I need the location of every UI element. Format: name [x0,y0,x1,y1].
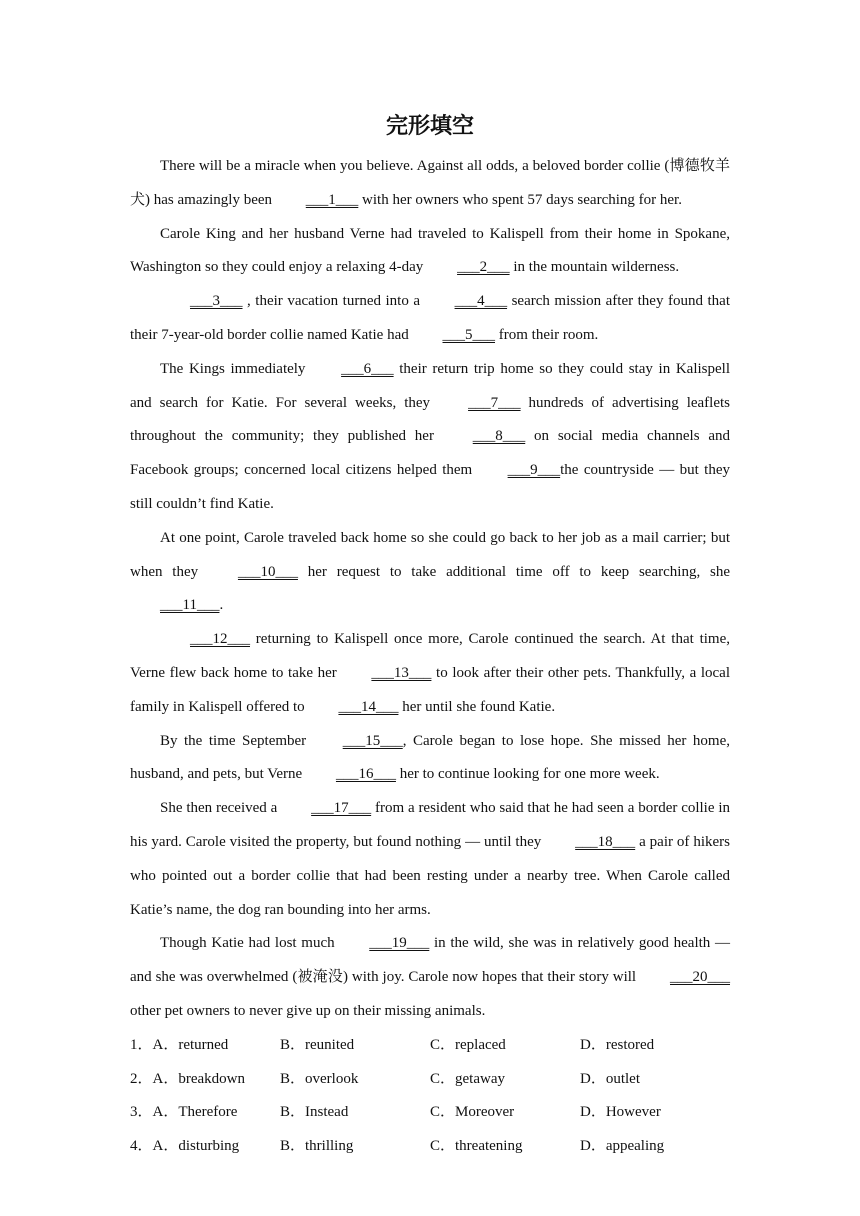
passage-text: her to continue looking for one more week. [395,766,660,783]
passage-text: in the mountain wilderness. [509,259,680,276]
passage-text: on social media channels and Facebook groups; concerned local citizens helped them [130,428,730,479]
passage-text: their return trip home so they could stay in Kalispell and search for Katie. For several weeks, they [130,360,731,411]
option-c: C．getaway [430,1070,505,1087]
option-c: C．Moreover [430,1104,515,1121]
passage-text: At one point, Carole traveled back home so she could go back to her job as a mail carrier; but when they [130,529,730,580]
passage-paragraph [130,623,730,724]
option-a: 4．A．disturbing [130,1138,240,1155]
answer-blank: ___10___ [237,563,298,580]
passage-text: from a resident who said that he had seen a border collie in his yard. Carole visited the property, but found nothing — until they [130,800,731,850]
passage-text: her until she found Katie. [398,698,556,715]
answer-blank: ___1___ [305,191,359,208]
option-a: 3．A．Therefore [130,1104,238,1121]
passage-text: . [219,597,224,614]
answer-options [130,1029,730,1164]
passage-text: to look after their other pets. Thankfully, a local family in Kalispell offered to [130,664,730,715]
option-a: 1．A．returned [130,1036,229,1053]
passage-text: Though Katie had lost much [160,935,340,952]
passage-paragraph [130,725,730,793]
question-row [130,1029,730,1063]
option-b: B．thrilling [280,1138,354,1155]
passage-paragraph [130,792,730,927]
passage-text: , their vacation turned into a [242,293,425,310]
passage-text: Carole King and her husband Verne had traveled to Kalispell from their home in Spokane, Washington so they could enjoy a relaxing 4-day [130,225,730,276]
passage-text: with her owners who spent 57 days searching for her. [358,191,682,208]
passage-text: She then received a [160,800,282,817]
passage-paragraph [130,285,730,353]
passage-text: The Kings immediately [160,360,312,377]
answer-blank: ___9___ [507,462,561,479]
answer-blank: ___15___ [342,732,403,749]
option-d: D．appealing [580,1138,665,1155]
answer-blank: ___14___ [338,698,399,715]
option-d: D．restored [580,1036,655,1053]
answer-blank: ___6___ [341,360,394,377]
passage-paragraph [130,150,730,218]
passage-text: , Carole began to lose hope. She missed her home, husband, and pets, but Verne [130,732,731,783]
passage-paragraph [130,218,730,286]
passage-text: her request to take additional time off to keep searching, she [297,563,730,580]
answer-blank: ___8___ [472,428,526,445]
option-d: D．outlet [580,1070,640,1087]
option-c: C．threatening [430,1138,523,1155]
answer-blank: ___19___ [369,935,430,952]
passage-text: in the wild, she was in relatively good health — and she was overwhelmed (被淹没) with joy. Carole now hopes that their story will [130,935,730,986]
option-a: 2．A．breakdown [130,1070,245,1087]
answer-blank: ___12___ [190,631,250,648]
option-b: B．reunited [280,1036,355,1053]
passage-text: returning to Kalispell once more, Carole continued the search. At that time, Verne flew back home to take her [130,631,730,681]
answer-blank: ___18___ [575,833,636,850]
question-row [130,1063,730,1097]
answer-blank: ___3___ [190,293,243,310]
passage-text: hundreds of advertising leaflets throughout the community; they published her [130,394,731,445]
answer-blank: ___17___ [311,800,372,817]
option-b: B．Instead [280,1104,349,1121]
answer-blank: ___13___ [371,664,432,681]
passage-text: There will be a miracle when you believe. Against all odds, a beloved border collie (博德牧羊犬) has amazingly been [130,158,730,208]
cloze-content [130,150,730,1164]
passage-text: the countryside — but they still couldn’t find Katie. [130,462,730,512]
page-title: 完形填空 [385,114,474,139]
option-d: D．However [580,1104,661,1121]
passage-text: from their room. [495,326,599,343]
passage-paragraph [130,927,730,1028]
question-row [130,1096,730,1130]
cloze-passage [130,150,730,1029]
answer-blank: ___4___ [454,293,508,310]
passage-text: a pair of hikers who pointed out a border collie that had been resting under a nearby tree. When Carole called Katie’s name, the dog ran bounding into her arms. [130,833,730,918]
answer-blank: ___2___ [457,259,510,276]
question-row [130,1130,730,1164]
passage-text: search mission after they found that their 7-year-old border collie named Katie had [130,293,730,343]
option-c: C．replaced [430,1036,506,1053]
passage-text: other pet owners to never give up on their missing animals. [130,1002,486,1019]
answer-blank: ___7___ [468,394,521,411]
passage-paragraph [130,353,730,522]
answer-blank: ___5___ [442,326,495,343]
answer-blank: ___11___ [160,597,220,614]
answer-blank: ___16___ [335,766,396,783]
passage-text: By the time September [160,732,313,749]
option-b: B．overlook [280,1070,359,1087]
passage-paragraph [130,522,730,623]
answer-blank: ___20___ [670,969,730,986]
